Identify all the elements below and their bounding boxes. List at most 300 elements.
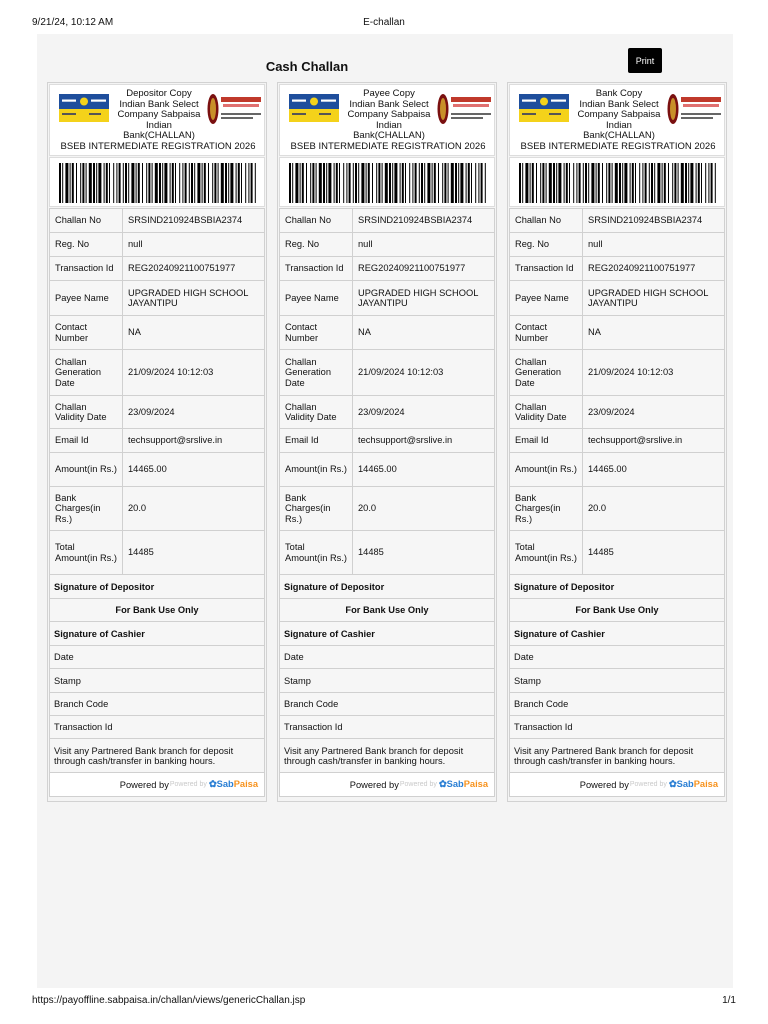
field-row — [279, 487, 495, 531]
barcode-bar — [113, 163, 114, 203]
barcode-bar — [208, 163, 209, 203]
barcode-bar — [248, 163, 249, 203]
barcode-bar — [182, 163, 183, 203]
barcode-bar — [444, 163, 446, 203]
barcode-bar — [138, 163, 140, 203]
bank-use-row: For Bank Use Only — [49, 599, 265, 622]
barcode-bar — [564, 163, 565, 203]
note-row: Visit any Partnered Bank branch for deposit through cash/transfer in banking hours. — [49, 739, 265, 773]
print-page-number: 1/1 — [722, 995, 736, 1006]
barcode-bar — [230, 163, 233, 203]
barcode-bar — [632, 163, 634, 203]
barcode-bar — [448, 163, 449, 203]
field-row — [509, 233, 725, 257]
header-line: Indian Bank Select — [119, 98, 199, 110]
sabpaisa-logo-paisa: Paisa — [233, 779, 258, 789]
barcode-bar — [316, 163, 317, 203]
barcode-bar — [451, 163, 454, 203]
field-label: Challan Validity Date — [50, 396, 123, 428]
page-title: Cash Challan — [265, 59, 349, 74]
field-row — [49, 257, 265, 281]
barcode-bar — [353, 163, 354, 203]
field-value: 20.0 — [358, 503, 377, 514]
barcode-bar — [596, 163, 597, 203]
field-value: UPGRADED HIGH SCHOOL JAYANTIPU — [588, 287, 709, 308]
barcode-bar — [558, 163, 561, 203]
barcode-bar — [458, 163, 459, 203]
sabpaisa-logo — [439, 779, 488, 790]
print-header — [0, 17, 768, 31]
header-line: Indian Bank Select — [349, 98, 429, 110]
indian-bank-logo — [59, 94, 109, 122]
field-row — [49, 453, 265, 487]
barcode-bar — [696, 163, 697, 203]
barcode-bar — [98, 163, 101, 203]
header-line: Indian — [146, 119, 172, 131]
barcode-bar — [175, 163, 176, 203]
barcode-bar — [346, 163, 347, 203]
barcode-bar — [355, 163, 357, 203]
header-line: Indian — [606, 119, 632, 131]
signature-cashier-row: Signature of Cashier — [49, 622, 265, 646]
copy-name: Depositor Copy — [126, 88, 192, 99]
barcode-bar — [96, 163, 97, 203]
barcode-bar — [608, 163, 610, 203]
header-line: Bank(CHALLAN) — [123, 130, 195, 142]
field-row — [509, 429, 725, 453]
barcode-bar — [455, 163, 457, 203]
header-line: Bank(CHALLAN) — [353, 130, 425, 142]
barcode-bar — [624, 163, 627, 203]
print-timestamp: 9/21/24, 10:12 AM — [32, 17, 114, 28]
barcode-bar — [602, 163, 603, 203]
challan-header-text — [340, 89, 438, 142]
field-label: Total Amount(in Rs.) — [50, 531, 123, 574]
barcode-bar — [532, 163, 534, 203]
field-row — [279, 281, 495, 316]
field-label: Challan Generation Date — [50, 350, 123, 395]
barcode-bar — [688, 163, 689, 203]
field-row — [509, 350, 725, 396]
barcode-bar — [372, 163, 373, 203]
field-row — [509, 257, 725, 281]
field-value: 23/09/2024 — [358, 406, 405, 417]
field-label: Reg. No — [280, 233, 353, 256]
barcode-bar — [179, 163, 180, 203]
barcode-bar — [466, 163, 467, 203]
barcode-bar — [289, 163, 291, 203]
barcode-bar — [212, 163, 213, 203]
powered-by-faint-label: Powered by — [629, 781, 667, 788]
barcode-bar — [664, 163, 666, 203]
sabpaisa-logo-icon: ✿ — [668, 779, 677, 789]
sabpaisa-logo-sab: Sab — [676, 779, 694, 789]
barcode-bar — [236, 163, 237, 203]
field-row — [509, 208, 725, 233]
field-value: null — [358, 239, 373, 250]
sabpaisa-logo-sab: Sab — [446, 779, 464, 789]
barcode-bar — [185, 163, 187, 203]
field-value: techsupport@srslive.in — [588, 435, 683, 446]
barcode-bar — [339, 163, 340, 203]
barcode-bar — [123, 163, 124, 203]
barcode-bar — [585, 163, 587, 203]
field-row — [49, 487, 265, 531]
field-row — [509, 396, 725, 429]
barcode-bar — [142, 163, 143, 203]
header-line: Company Sabpaisa — [117, 109, 201, 121]
copy-name: Bank Copy — [595, 88, 643, 99]
barcode-bar — [668, 163, 669, 203]
barcode-bar — [152, 163, 153, 203]
barcode-bar — [588, 163, 589, 203]
barcode-bar — [119, 163, 121, 203]
barcode-bar — [310, 163, 311, 203]
barcode-bar — [419, 163, 420, 203]
field-label: Email Id — [510, 429, 583, 452]
field-label: Reg. No — [50, 233, 123, 256]
field-row — [279, 257, 495, 281]
barcode-bar — [251, 163, 253, 203]
bseb-logo — [437, 92, 493, 126]
note-row: Visit any Partnered Bank branch for deposit through cash/transfer in banking hours. — [279, 739, 495, 773]
challan-header-text — [570, 89, 668, 142]
barcode-bar — [672, 163, 673, 203]
field-value: techsupport@srslive.in — [358, 435, 453, 446]
field-label: Total Amount(in Rs.) — [280, 531, 353, 574]
sabpaisa-logo-sab: Sab — [216, 779, 234, 789]
barcode-bar — [642, 163, 643, 203]
powered-by-row — [49, 773, 265, 797]
date-row: Date — [279, 646, 495, 669]
barcode-bar — [635, 163, 636, 203]
field-value: 20.0 — [588, 503, 607, 514]
branch-code-row: Branch Code — [279, 693, 495, 716]
field-value: 23/09/2024 — [588, 406, 635, 417]
stamp-row: Stamp — [49, 669, 265, 693]
barcode-bar — [412, 163, 413, 203]
barcode-bar — [228, 163, 229, 203]
signature-depositor-row: Signature of Depositor — [279, 575, 495, 599]
powered-by-row — [509, 773, 725, 797]
barcode-bar — [645, 163, 647, 203]
field-label: Email Id — [50, 429, 123, 452]
field-value: SRSIND210924BSBIA2374 — [588, 215, 703, 226]
barcode-bar — [300, 163, 301, 203]
sabpaisa-logo-icon: ✿ — [208, 779, 217, 789]
field-value: 20.0 — [128, 503, 147, 514]
barcode-bar — [678, 163, 679, 203]
field-value: 21/09/2024 10:12:03 — [588, 367, 674, 378]
field-label: Contact Number — [280, 316, 353, 349]
field-label: Bank Charges(in Rs.) — [280, 487, 353, 530]
barcode-bar — [630, 163, 631, 203]
field-label: Challan No — [510, 209, 583, 232]
challan-header — [49, 84, 265, 156]
transaction-id-row: Transaction Id — [279, 716, 495, 739]
barcode-icon — [519, 163, 717, 203]
field-label: Bank Charges(in Rs.) — [510, 487, 583, 530]
barcode-box — [279, 157, 495, 207]
print-page-title: E-challan — [363, 17, 405, 28]
barcode-bar — [164, 163, 167, 203]
barcode-bar — [116, 163, 117, 203]
barcode-bar — [197, 163, 200, 203]
barcode-bar — [292, 163, 293, 203]
barcode-bar — [598, 163, 600, 203]
barcode-bar — [323, 163, 325, 203]
field-value: 14465.00 — [358, 464, 397, 475]
barcode-bar — [556, 163, 557, 203]
barcode-bar — [255, 163, 256, 203]
field-label: Total Amount(in Rs.) — [510, 531, 583, 574]
header-line: Indian Bank Select — [579, 98, 659, 110]
field-value: 14485 — [358, 547, 384, 558]
print-url: https://payoffline.sabpaisa.in/challan/views/genericChallan.jsp — [32, 995, 306, 1006]
barcode-bar — [82, 163, 84, 203]
stamp-row: Stamp — [509, 669, 725, 693]
field-row — [49, 281, 265, 316]
field-value: UPGRADED HIGH SCHOOL JAYANTIPU — [358, 287, 479, 308]
barcode-bar — [530, 163, 531, 203]
field-row — [49, 429, 265, 453]
powered-by-label: Powered by — [579, 779, 629, 790]
indian-bank-logo — [289, 94, 339, 122]
barcode-bar — [295, 163, 298, 203]
field-label: Payee Name — [50, 281, 123, 315]
challan-copy-1 — [277, 82, 497, 802]
barcode-bar — [649, 163, 650, 203]
challan-copy-0 — [47, 82, 267, 802]
barcode-bar — [382, 163, 383, 203]
sabpaisa-logo — [669, 779, 718, 790]
barcode-bar — [421, 163, 423, 203]
barcode-bar — [194, 163, 195, 203]
barcode-bar — [478, 163, 479, 203]
barcode-bar — [405, 163, 406, 203]
barcode-bar — [104, 163, 105, 203]
barcode-bar — [319, 163, 322, 203]
barcode-bar — [606, 163, 607, 203]
field-value: 23/09/2024 — [128, 406, 175, 417]
barcode-bar — [378, 163, 380, 203]
barcode-bar — [639, 163, 640, 203]
challan-header — [509, 84, 725, 156]
barcode-bar — [654, 163, 655, 203]
branch-code-row: Branch Code — [49, 693, 265, 716]
barcode-bar — [89, 163, 92, 203]
note-row: Visit any Partnered Bank branch for deposit through cash/transfer in banking hours. — [509, 739, 725, 773]
sabpaisa-logo-icon: ✿ — [438, 779, 447, 789]
field-row — [279, 316, 495, 350]
barcode-bar — [366, 163, 367, 203]
barcode-bar — [674, 163, 676, 203]
barcode-bar — [159, 163, 161, 203]
field-value: 21/09/2024 10:12:03 — [128, 367, 214, 378]
field-value: REG20240921100751977 — [358, 263, 466, 274]
challan-header — [279, 84, 495, 156]
barcode-bar — [681, 163, 684, 203]
signature-depositor-row: Signature of Depositor — [49, 575, 265, 599]
field-value: 14465.00 — [588, 464, 627, 475]
field-value: REG20240921100751977 — [588, 263, 696, 274]
bank-use-row: For Bank Use Only — [279, 599, 495, 622]
barcode-bar — [214, 163, 216, 203]
barcode-bar — [698, 163, 700, 203]
powered-by-label: Powered by — [119, 779, 169, 790]
field-label: Challan Generation Date — [280, 350, 353, 395]
field-row — [279, 531, 495, 575]
field-row — [509, 487, 725, 531]
barcode-bar — [657, 163, 660, 203]
field-value: REG20240921100751977 — [128, 263, 236, 274]
barcode-bar — [475, 163, 476, 203]
field-label: Challan Validity Date — [510, 396, 583, 428]
barcode-bar — [701, 163, 702, 203]
barcode-bar — [432, 163, 433, 203]
barcode-bar — [402, 163, 404, 203]
barcode-bar — [146, 163, 147, 203]
field-row — [279, 453, 495, 487]
field-label: Email Id — [280, 429, 353, 452]
sabpaisa-logo-paisa: Paisa — [693, 779, 718, 789]
barcode-bar — [622, 163, 623, 203]
branch-code-row: Branch Code — [509, 693, 725, 716]
field-label: Transaction Id — [280, 257, 353, 280]
barcode-bar — [400, 163, 401, 203]
field-value: NA — [358, 327, 371, 338]
barcode-bar — [540, 163, 541, 203]
print-footer — [0, 995, 768, 1009]
barcode-bar — [225, 163, 227, 203]
challan-page — [37, 34, 733, 988]
field-label: Challan Generation Date — [510, 350, 583, 395]
barcode-bar — [385, 163, 388, 203]
barcode-bar — [427, 163, 430, 203]
field-row — [49, 208, 265, 233]
barcode-bar — [76, 163, 77, 203]
barcode-bar — [155, 163, 158, 203]
field-row — [49, 316, 265, 350]
indian-bank-logo — [519, 94, 569, 122]
barcode-bar — [128, 163, 129, 203]
field-row — [49, 531, 265, 575]
bank-use-row: For Bank Use Only — [509, 599, 725, 622]
barcode-bar — [241, 163, 242, 203]
barcode-bar — [218, 163, 219, 203]
barcode-bar — [59, 163, 61, 203]
barcode-bar — [80, 163, 81, 203]
challan-copy-2 — [507, 82, 727, 802]
barcode-box — [509, 157, 725, 207]
barcode-bar — [326, 163, 327, 203]
barcode-bar — [438, 163, 439, 203]
barcode-bar — [131, 163, 134, 203]
signature-cashier-row: Signature of Cashier — [509, 622, 725, 646]
stamp-row: Stamp — [279, 669, 495, 693]
barcode-bar — [70, 163, 71, 203]
barcode-bar — [619, 163, 621, 203]
field-label: Payee Name — [280, 281, 353, 315]
field-row — [279, 429, 495, 453]
barcode-bar — [148, 163, 150, 203]
barcode-bar — [573, 163, 574, 203]
barcode-bar — [542, 163, 544, 203]
registration-title: BSEB INTERMEDIATE REGISTRATION 2026 — [60, 141, 256, 152]
barcode-bar — [202, 163, 203, 203]
barcode-bar — [424, 163, 425, 203]
barcode-bar — [191, 163, 193, 203]
field-row — [509, 316, 725, 350]
header-line: Company Sabpaisa — [347, 109, 431, 121]
barcode-bar — [409, 163, 410, 203]
barcode-bar — [481, 163, 483, 203]
copy-name: Payee Copy — [363, 88, 415, 99]
barcode-bar — [361, 163, 364, 203]
field-row — [279, 233, 495, 257]
field-value: UPGRADED HIGH SCHOOL JAYANTIPU — [128, 287, 249, 308]
barcode-bar — [711, 163, 713, 203]
field-value: NA — [128, 327, 141, 338]
barcode-bar — [591, 163, 594, 203]
field-value: null — [128, 239, 143, 250]
barcode-bar — [358, 163, 359, 203]
challan-details — [49, 208, 265, 797]
field-value: SRSIND210924BSBIA2374 — [128, 215, 243, 226]
print-button[interactable]: Print — [628, 48, 662, 73]
barcode-bar — [519, 163, 521, 203]
challan-details — [279, 208, 495, 797]
field-label: Contact Number — [50, 316, 123, 349]
field-value: techsupport@srslive.in — [128, 435, 223, 446]
barcode-bar — [65, 163, 68, 203]
header-line: Company Sabpaisa — [577, 109, 661, 121]
barcode-bar — [612, 163, 613, 203]
powered-by-faint-label: Powered by — [169, 781, 207, 788]
field-label: Amount(in Rs.) — [50, 453, 123, 486]
barcode-bar — [376, 163, 377, 203]
field-label: Contact Number — [510, 316, 583, 349]
signature-depositor-row: Signature of Depositor — [509, 575, 725, 599]
field-value: 14485 — [128, 547, 154, 558]
barcode-bar — [690, 163, 693, 203]
barcode-bar — [245, 163, 246, 203]
field-row — [279, 350, 495, 396]
barcode-bar — [415, 163, 417, 203]
barcode-bar — [522, 163, 523, 203]
barcode-bar — [368, 163, 370, 203]
barcode-bar — [328, 163, 331, 203]
field-label: Amount(in Rs.) — [510, 453, 583, 486]
transaction-id-row: Transaction Id — [49, 716, 265, 739]
field-label: Challan No — [50, 209, 123, 232]
barcode-bar — [72, 163, 74, 203]
barcode-bar — [715, 163, 716, 203]
field-value: 14485 — [588, 547, 614, 558]
barcode-bar — [204, 163, 206, 203]
barcode-bar — [136, 163, 137, 203]
powered-by-label: Powered by — [349, 779, 399, 790]
field-label: Amount(in Rs.) — [280, 453, 353, 486]
header-line: Indian — [376, 119, 402, 131]
field-row — [49, 396, 265, 429]
barcode-bar — [302, 163, 304, 203]
field-label: Transaction Id — [510, 257, 583, 280]
barcode-bar — [583, 163, 584, 203]
barcode-bar — [170, 163, 171, 203]
barcode-bar — [162, 163, 163, 203]
barcode-bar — [221, 163, 224, 203]
